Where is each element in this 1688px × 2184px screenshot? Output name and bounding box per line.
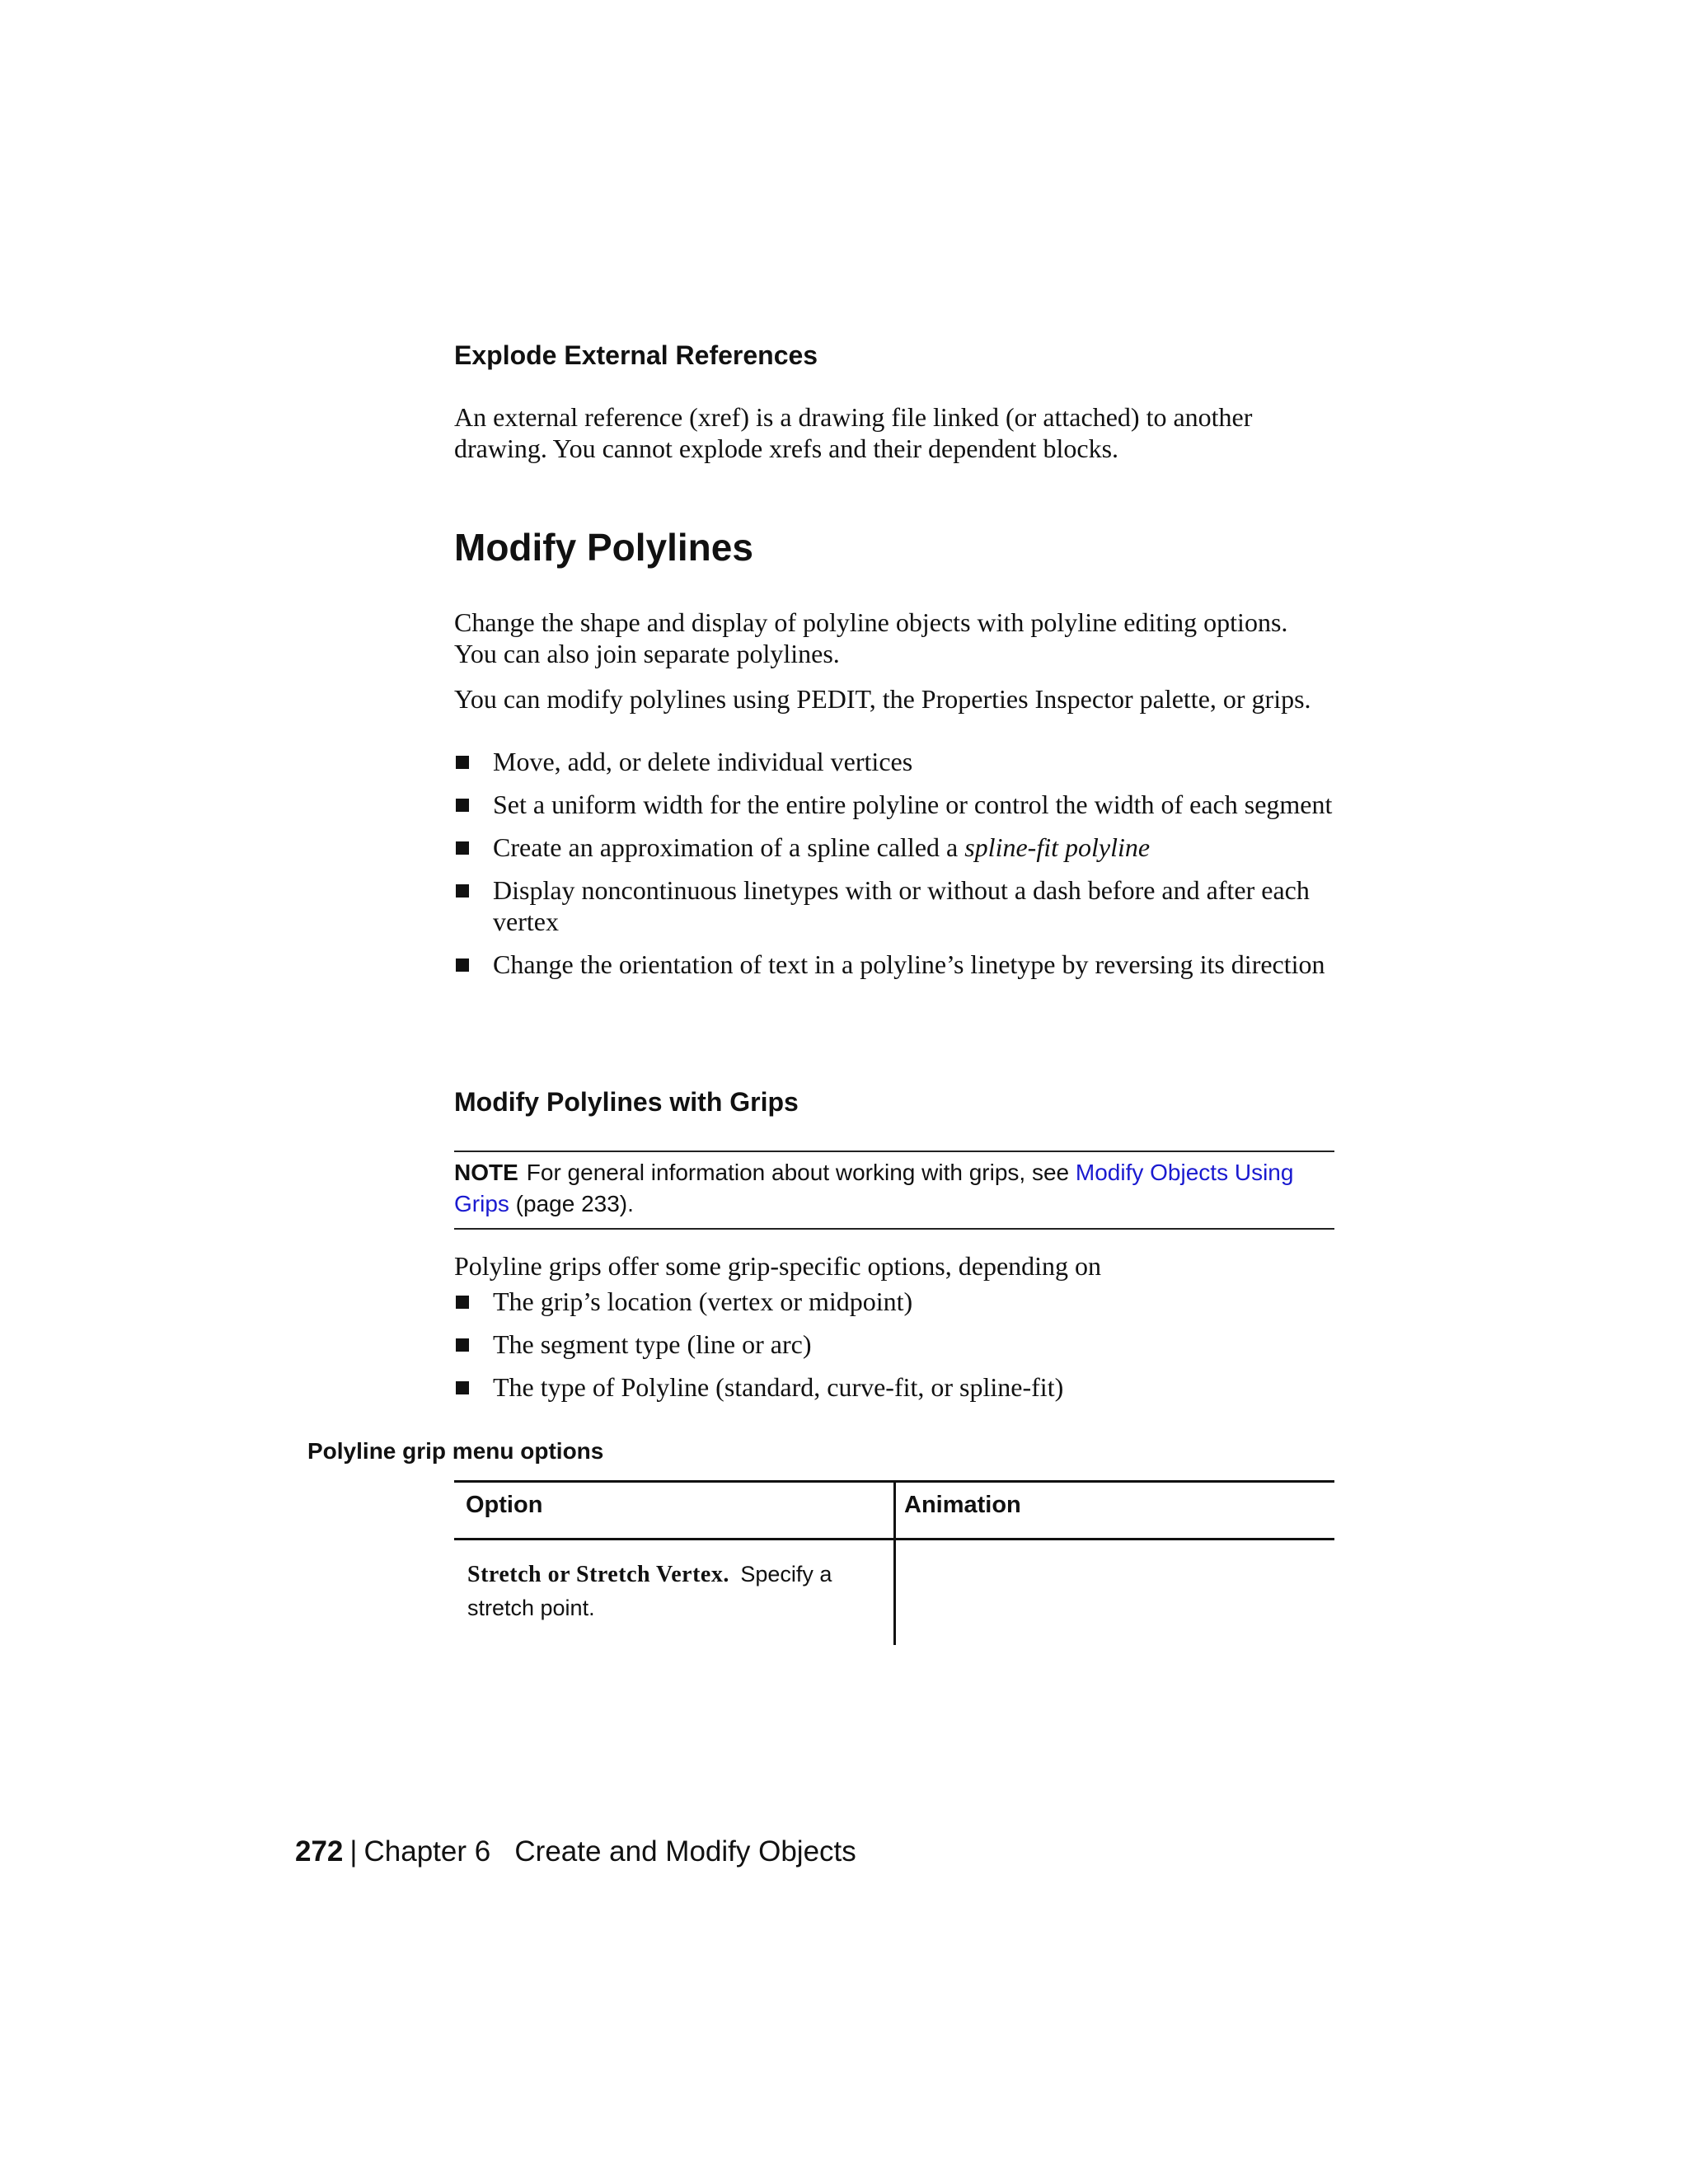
modify-bullet-list bbox=[454, 746, 1336, 991]
grips-bullet-list bbox=[454, 1286, 1336, 1414]
bullet-square-icon bbox=[456, 884, 469, 898]
table-header-animation: Animation bbox=[904, 1492, 1021, 1518]
stretch-description: Specify a stretch point. bbox=[467, 1562, 832, 1620]
list-item: Change the orientation of text in a polyline’s linetype by reversing its direction bbox=[454, 949, 1336, 980]
bullet-square-icon bbox=[456, 799, 469, 812]
list-item: Create an approximation of a spline called a spline-fit polyline bbox=[454, 832, 1336, 863]
list-item: Set a uniform width for the entire polyline or control the width of each segment bbox=[454, 789, 1336, 820]
note-label: NOTE bbox=[454, 1160, 518, 1185]
page-number: 272 bbox=[295, 1835, 344, 1868]
modify-polylines-heading: Modify Polylines bbox=[454, 526, 753, 569]
list-item: The type of Polyline (standard, curve-fit, or spline-fit) bbox=[454, 1371, 1336, 1403]
grips-heading: Modify Polylines with Grips bbox=[454, 1087, 799, 1117]
note-suffix: (page 233). bbox=[509, 1191, 634, 1216]
bullet-square-icon bbox=[456, 756, 469, 769]
spline-fit-term: spline-fit polyline bbox=[964, 832, 1151, 862]
stretch-term: Stretch or Stretch Vertex. bbox=[467, 1562, 729, 1587]
note-box bbox=[454, 1151, 1334, 1230]
bullet-square-icon bbox=[456, 841, 469, 855]
list-item: The grip’s location (vertex or midpoint) bbox=[454, 1286, 1336, 1317]
list-item: The segment type (line or arc) bbox=[454, 1329, 1336, 1360]
explode-heading: Explode External References bbox=[454, 340, 818, 370]
table-cell-stretch bbox=[467, 1558, 888, 1624]
footer-chapter-title: Create and Modify Objects bbox=[514, 1835, 856, 1868]
modify-objects-using-grips-link[interactable]: Modify Objects Using Grips bbox=[454, 1160, 1294, 1216]
table-caption: Polyline grip menu options bbox=[307, 1438, 604, 1464]
note-text: For general information about working with grips, see bbox=[526, 1160, 1076, 1185]
page-footer bbox=[295, 1835, 856, 1868]
list-item: Move, add, or delete individual vertices bbox=[454, 746, 1336, 777]
bullet-square-icon bbox=[456, 1381, 469, 1394]
explode-body: An external reference (xref) is a drawing file linked (or attached) to another drawing. You cannot explode xrefs and their dependent blocks. bbox=[454, 402, 1253, 463]
bullet-square-icon bbox=[456, 1338, 469, 1352]
modify-intro: Change the shape and display of polyline objects with polyline editing options. You can also join separate polylines. bbox=[454, 607, 1288, 668]
footer-separator: | bbox=[349, 1835, 358, 1868]
footer-chapter: Chapter 6 bbox=[363, 1835, 491, 1868]
table-column-divider bbox=[893, 1480, 896, 1645]
modify-methods: You can modify polylines using PEDIT, the Properties Inspector palette, or grips. bbox=[454, 684, 1311, 714]
list-item: Display noncontinuous linetypes with or without a dash before and after each vertex bbox=[454, 874, 1336, 937]
bullet-square-icon bbox=[456, 958, 469, 972]
table-header-option: Option bbox=[466, 1492, 543, 1518]
grip-options-table bbox=[454, 1480, 1334, 1645]
bullet-square-icon bbox=[456, 1296, 469, 1309]
grips-intro: Polyline grips offer some grip-specific options, depending on bbox=[454, 1251, 1102, 1281]
